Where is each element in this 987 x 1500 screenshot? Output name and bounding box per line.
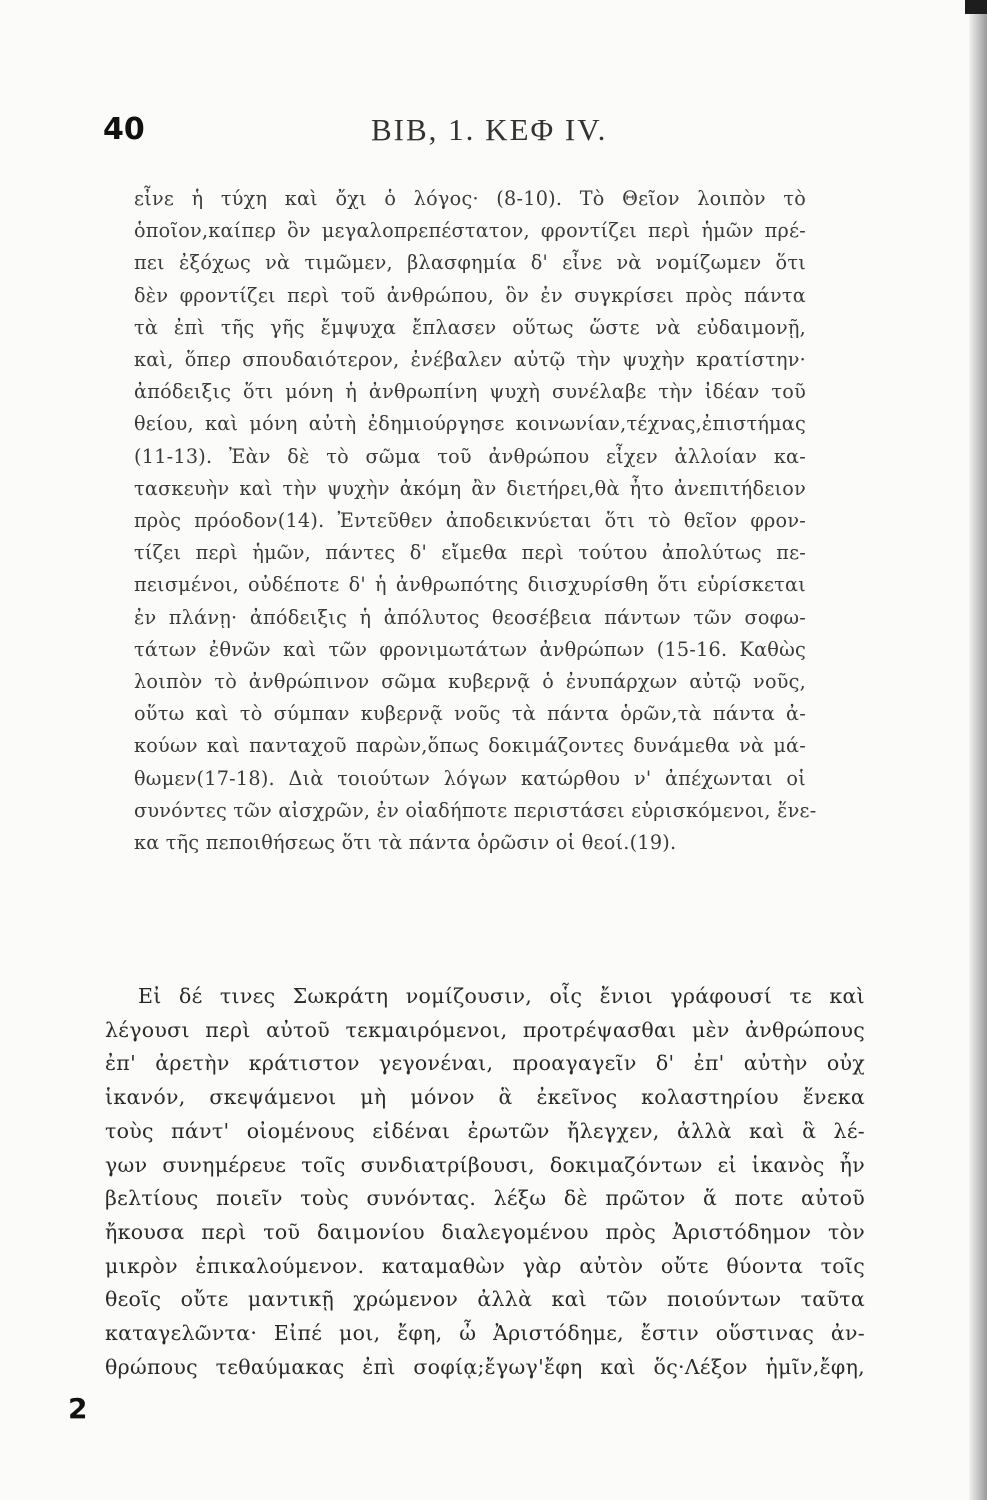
greek-text-line: Εἰ δέ τινες Σωκράτη νομίζουσιν, οἷς ἔνιοι γράφουσί τε καὶ <box>138 984 865 1008</box>
greek-text-line: βελτίους ποιεῖν τοὺς συνόντας. λέξω δὲ πρῶτον ἅ ποτε αὐτοῦ <box>105 1186 865 1211</box>
greek-text-line: ἱκανόν, σκεψάμενοι μὴ μόνον ἃ ἐκεῖνος κολαστηρίου ἕνεκα <box>105 1085 865 1110</box>
summary-line: τασκευὴν καὶ τὴν ψυχὴν ἀκόμη ἂν διετήρει,θὰ ἦτο ἀνεπιτήδειον <box>134 476 806 500</box>
summary-line: οὕτω καὶ τὸ σύμπαν κυβερνᾷ νοῦς τὰ πάντα ὁρῶν,τὰ πάντα ἀ- <box>134 702 806 726</box>
summary-line: πρὸς πρόοδον(14). Ἐντεῦθεν ἀποδεικνύεται ὅτι τὸ θεῖον φρον- <box>134 509 806 533</box>
greek-text-line: θεοῖς οὔτε μαντικῇ χρώμενον ἀλλὰ καὶ τῶν ποιούντων ταῦτα <box>105 1287 865 1312</box>
summary-line: τάτων ἐθνῶν καὶ τῶν φρονιμωτάτων ἀνθρώπων (15-16. Καθὼς <box>134 637 806 661</box>
greek-text <box>105 980 865 1384</box>
page-header <box>103 112 663 156</box>
greek-text-line: ἤκουσα περὶ τοῦ δαιμονίου διαλεγομένου πρὸς Ἀριστόδημον τὸν <box>105 1219 865 1244</box>
page-edge-shadow <box>969 0 987 1500</box>
page-number: 40 <box>103 112 145 147</box>
summary-line: κα τῆς πεποιθήσεως ὅτι τὰ πάντα ὁρῶσιν οἱ θεοί.(19). <box>134 831 677 855</box>
summary-line: ἀπόδειξις ὅτι μόνη ἡ ἀνθρωπίνη ψυχὴ συνέλαβε τὴν ἰδέαν τοῦ <box>134 380 806 404</box>
summary-paragraph <box>134 183 817 859</box>
summary-line: κούων καὶ πανταχοῦ παρὼν,ὅπως δοκιμάζοντες δυνάμεθα νὰ μά- <box>134 734 806 758</box>
summary-line: πει ἐξόχως νὰ τιμῶμεν, βλασφημία δ' εἶνε νὰ νομίζωμεν ὅτι <box>134 251 806 275</box>
greek-text-line: ἐπ' ἀρετὴν κράτιστον γεγονέναι, προαγαγεῖν δ' ἐπ' αὐτὴν οὐχ <box>105 1051 865 1076</box>
summary-line: καὶ, ὅπερ σπουδαιότερον, ἐνέβαλεν αὐτῷ τὴν ψυχὴν κρατίστην· <box>134 348 806 372</box>
greek-text-line: τοὺς πάντ' οἰομένους εἰδέναι ἐρωτῶν ἤλεγχεν, ἀλλὰ καὶ ἃ λέ- <box>105 1118 865 1143</box>
greek-text-line: λέγουσι περὶ αὐτοῦ τεκμαιρόμενοι, προτρέψασθαι μὲν ἀνθρώπους <box>105 1017 865 1042</box>
greek-text-line: καταγελῶντα· Εἰπέ μοι, ἔφη, ὦ Ἀριστόδημε, ἔστιν οὕστινας ἀν- <box>105 1321 865 1346</box>
page-corner-mark <box>965 0 987 14</box>
summary-line: θωμεν(17-18). Διὰ τοιούτων λόγων κατώρθου ν' ἀπέχωνται οἱ <box>134 766 806 790</box>
summary-line: εἶνε ἡ τύχη καὶ ὄχι ὁ λόγος· (8-10). Τὸ Θεῖον λοιπὸν τὸ <box>134 187 806 210</box>
summary-line: λοιπὸν τὸ ἀνθρώπινον σῶμα κυβερνᾷ ὁ ἐνυπάρχων αὐτῷ νοῦς, <box>134 670 806 694</box>
greek-text-line: μικρὸν ἐπικαλούμενον. καταμαθὼν γὰρ αὐτὸν οὔτε θύοντα τοῖς <box>105 1253 865 1278</box>
signature-mark: 2 <box>68 1392 88 1425</box>
summary-line: συνόντες τῶν αἰσχρῶν, ἐν οἱαδήποτε περιστάσει εὑρισκόμενοι, ἕνε- <box>134 798 817 822</box>
greek-text-line: θρώπους τεθαύμακας ἐπὶ σοφίᾳ;ἔγωγ'ἔφη καὶ ὅς·Λέξον ἡμῖν,ἔφη, <box>105 1354 865 1379</box>
summary-line: θείου, καὶ μόνη αὐτὴ ἐδημιούργησε κοινωνίαν,τέχνας,ἐπιστήμας <box>134 412 806 436</box>
greek-text-line: γων συνημέρευε τοῖς συνδιατρίβουσι, δοκιμαζόντων εἰ ἱκανὸς ἦν <box>105 1152 865 1177</box>
summary-line: ὁποῖον,καίπερ ὂν μεγαλοπρεπέστατον, φροντίζει περὶ ἡμῶν πρέ- <box>134 219 806 243</box>
summary-line: ἐν πλάνῃ· ἀπόδειξις ἡ ἀπόλυτος θεοσέβεια πάντων τῶν σοφω- <box>134 605 806 629</box>
summary-line: τίζει περὶ ἡμῶν, πάντες δ' εἴμεθα περὶ τούτου ἀπολύτως πε- <box>134 541 806 565</box>
summary-line: (11-13). Ἐὰν δὲ τὸ σῶμα τοῦ ἀνθρώπου εἶχεν ἀλλοίαν κα- <box>134 444 806 468</box>
summary-line: τὰ ἐπὶ τῆς γῆς ἔμψυχα ἔπλασεν οὕτως ὥστε νὰ εὐδαιμονῇ, <box>134 315 806 339</box>
summary-line: πεισμένοι, οὐδέποτε δ' ἡ ἀνθρωπότης διισχυρίσθη ὅτι εὑρίσκεται <box>134 573 806 597</box>
running-head: ΒΙΒ, 1. ΚΕΦ ΙV. <box>371 112 608 147</box>
summary-line: δὲν φροντίζει περὶ τοῦ ἀνθρώπου, ὃν ἐν συγκρίσει πρὸς πάντα <box>134 283 806 307</box>
